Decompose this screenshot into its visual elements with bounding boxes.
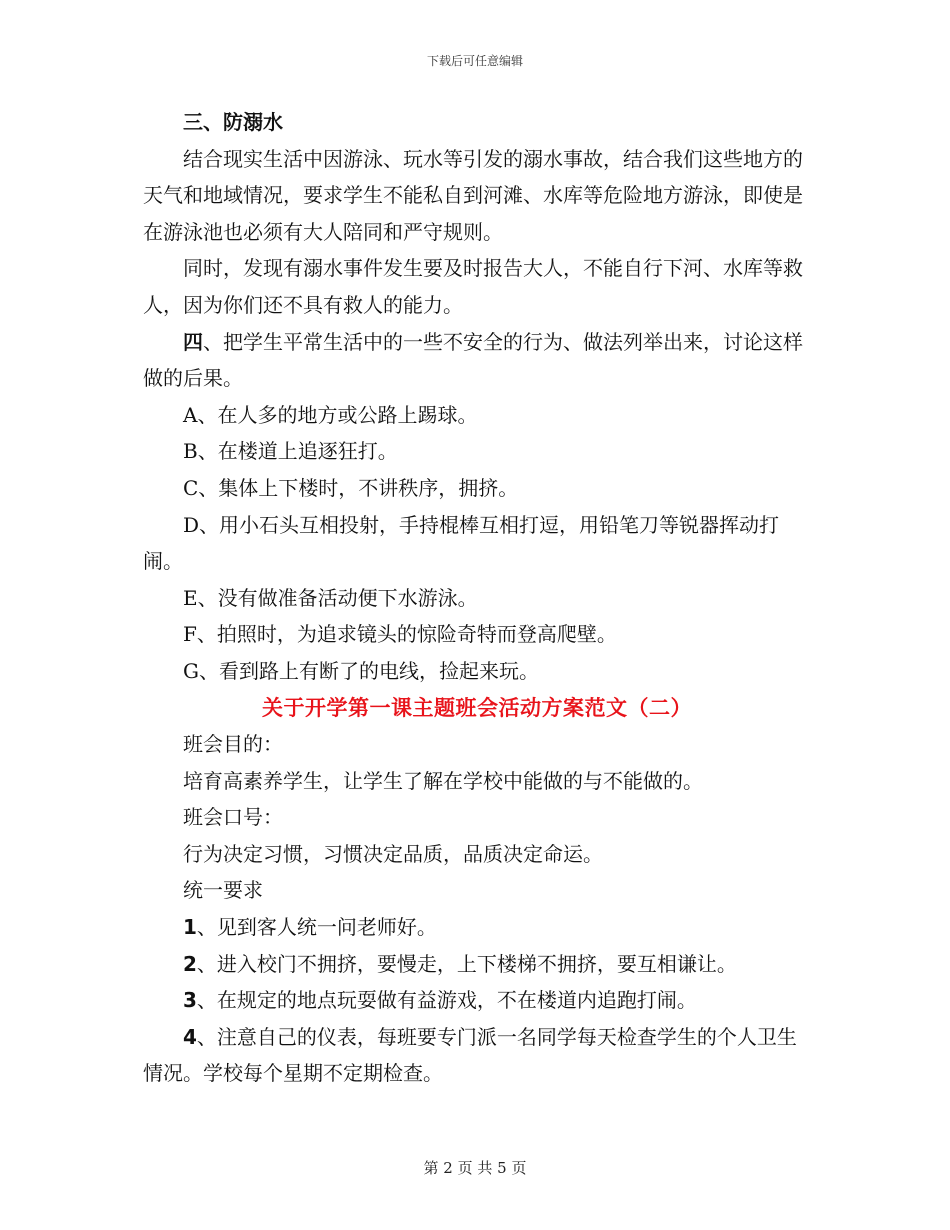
requirement-item	[143, 982, 811, 1019]
requirement-text: 、见到客人统一问老师好。	[196, 915, 437, 940]
meeting-slogan: 行为决定习惯，习惯决定品质，品质决定命运。	[183, 841, 603, 866]
requirement-text: 、进入校门不拥挤，要慢走，上下楼梯不拥挤，要互相谦让。	[196, 951, 737, 976]
list-item: A、在人多的地方或公路上踢球。	[183, 402, 478, 427]
list-item: B、在楼道上追逐狂打。	[183, 439, 398, 464]
requirement-item	[143, 909, 811, 946]
list-item: D、用小石头互相投射，手持棍棒互相打逗，用铅笔刀等锐器挥动打闹。	[143, 512, 780, 574]
section-number: 四	[183, 329, 203, 354]
section-text: 、把学生平常生活中的一些不安全的行为、做法列举出来，讨论这样做的后果。	[143, 329, 803, 391]
section-heading-drowning: 三、防溺水	[183, 110, 283, 134]
requirements-label: 统一要求	[183, 878, 263, 903]
requirement-item	[143, 946, 811, 983]
requirement-text: 、注意自己的仪表，每班要专门派一名同学每天检查学生的个人卫生情况。学校每个星期不定期检查。	[143, 1024, 797, 1086]
requirement-number: 1	[183, 915, 197, 940]
header-note: 下载后可任意编辑	[426, 54, 523, 68]
requirement-item	[143, 1019, 811, 1092]
requirement-number: 2	[183, 951, 197, 976]
paragraph: 同时，发现有溺水事件发生要及时报告大人，不能自行下河、水库等救人，因为你们还不具有救人的能力。	[143, 256, 803, 317]
meeting-goal: 培育高素养学生，让学生了解在学校中能做的与不能做的。	[183, 768, 703, 793]
requirement-number: 3	[183, 988, 197, 1013]
list-item: C、集体上下楼时，不讲秩序，拥挤。	[183, 475, 519, 500]
requirement-text: 、在规定的地点玩耍做有益游戏，不在楼道内追跑打闹。	[196, 988, 697, 1013]
paragraph: 结合现实生活中因游泳、玩水等引发的溺水事故，结合我们这些地方的天气和地域情况，要求学生不能私自到河滩、水库等危险地方游泳，即使是在游泳池也必须有大人陪同和严守规则。	[143, 146, 803, 244]
list-item: E、没有做准备活动便下水游泳。	[183, 585, 478, 610]
page-number: 第 2 页 共 5 页	[423, 1159, 527, 1177]
list-item: F、拍照时，为追求镜头的惊险奇特而登高爬壁。	[183, 622, 617, 647]
document-body	[143, 104, 811, 1092]
requirement-number: 4	[183, 1024, 197, 1049]
meeting-slogan-label: 班会口号：	[183, 805, 283, 830]
list-item: G、看到路上有断了的电线，捡起来玩。	[183, 658, 539, 683]
section-heading-unsafe-behaviors	[143, 324, 811, 397]
meeting-goal-label: 班会目的：	[183, 732, 283, 757]
document-title: 关于开学第一课主题班会活动方案范文（二）	[262, 695, 692, 720]
